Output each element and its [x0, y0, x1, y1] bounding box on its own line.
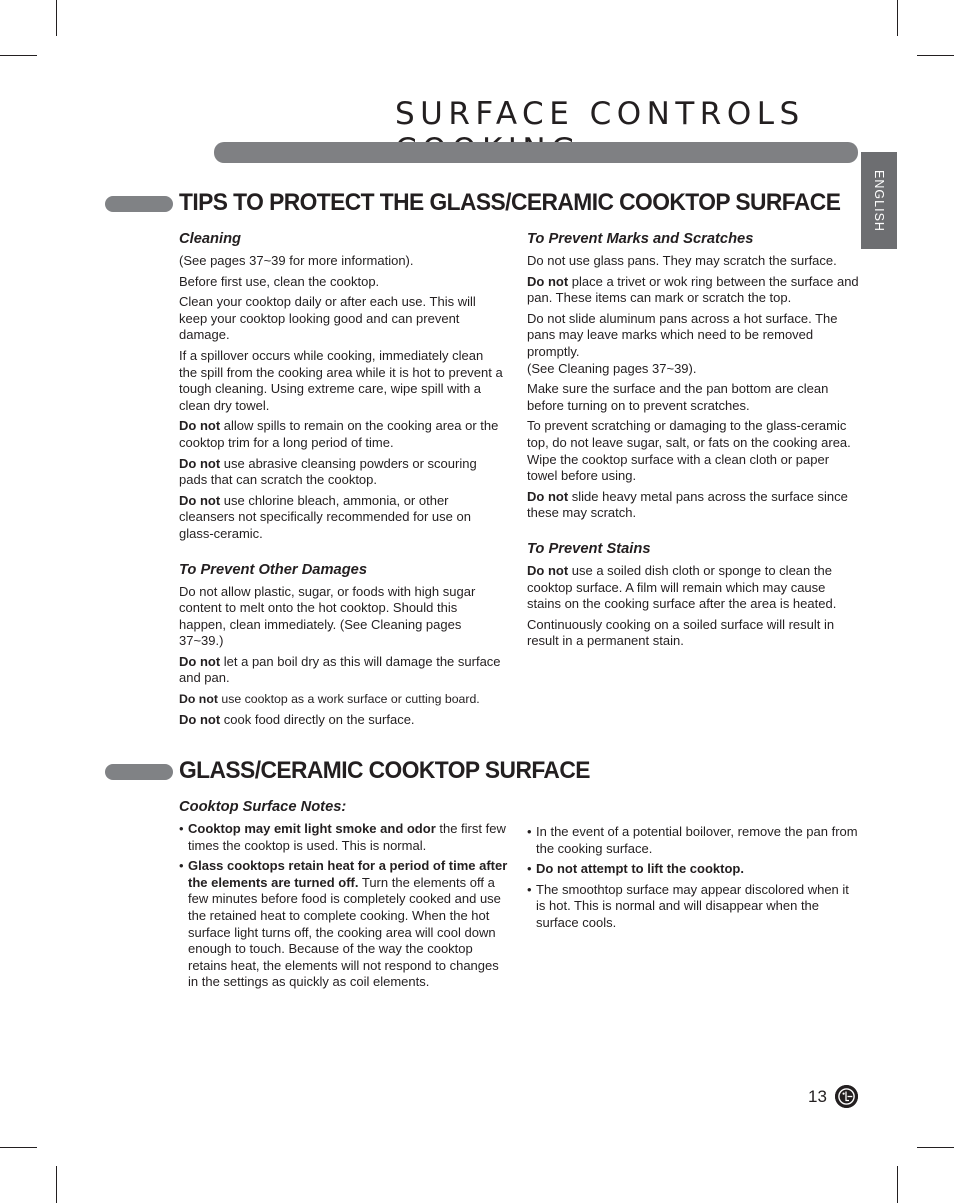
- note-text: In the event of a potential boilover, remove the pan from the cooking surface.: [536, 824, 858, 856]
- crop-mark: [917, 55, 954, 56]
- other-damages-warning: [179, 654, 504, 687]
- stains-heading: To Prevent Stains: [527, 540, 651, 557]
- do-not-label: Do not: [179, 492, 221, 508]
- crop-mark: [0, 1147, 37, 1148]
- do-not-label: Do not: [179, 692, 218, 707]
- section-marker: [105, 764, 173, 780]
- crop-mark: [917, 1147, 954, 1148]
- marks-text: Do not use glass pans. They may scratch the surface.: [527, 253, 837, 268]
- do-not-label: Do not: [179, 711, 221, 727]
- language-tab-label: ENGLISH: [872, 169, 886, 232]
- crop-mark: [56, 1166, 57, 1203]
- cleaning-warning: [179, 456, 504, 489]
- warning-text: use chlorine bleach, ammonia, or other cleansers not specifically recommended for use on glass-ceramic.: [179, 492, 471, 541]
- other-damages-text: Do not allow plastic, sugar, or foods with high sugar content to melt onto the hot cooktop. Should this happen, clean immediately. (See Cleaning pages 37~39.): [179, 583, 476, 649]
- do-not-label: Do not: [179, 455, 221, 471]
- marks-text: To prevent scratching or damaging to the glass-ceramic top, do not leave sugar, salt, or fats on the cooking area. Wipe the cooktop surface with a clean cloth or paper towel before using.: [527, 418, 851, 484]
- other-damages-warning: [179, 691, 504, 708]
- page-header-title: SURFACE CONTROLS: [395, 96, 805, 132]
- note-item: [179, 858, 511, 991]
- note-bold: Cooktop may emit light smoke and odor: [188, 821, 436, 836]
- language-tab: [861, 152, 897, 249]
- warning-text: place a trivet or wok ring between the surface and pan. These items can mark or scratch the top.: [527, 273, 859, 306]
- marks-text-line: Do not slide aluminum pans across a hot surface. The pans may leave marks which need to be removed promptly.: [527, 310, 838, 359]
- do-not-label: Do not: [527, 488, 569, 504]
- warning-text: cook food directly on the surface.: [220, 711, 415, 727]
- notes-left-column: [179, 798, 511, 995]
- do-not-label: Do not: [179, 653, 221, 669]
- note-item: [527, 824, 859, 857]
- cleaning-text: Clean your cooktop daily or after each use. This will keep your cooktop looking good and can prevent damage.: [179, 294, 476, 343]
- cleaning-warning: [179, 418, 504, 451]
- marks-text-line: (See Cleaning pages 37~39).: [527, 360, 697, 376]
- cleaning-warning: [179, 493, 504, 543]
- note-item: [179, 821, 511, 854]
- marks-warning: [527, 489, 859, 522]
- cleaning-text: Before first use, clean the cooktop.: [179, 273, 380, 289]
- cleaning-text: If a spillover occurs while cooking, immediately clean the spill from the cooking area while it is hot to prevent a tough cleaning. Using extreme care, wipe spill with a clean dry towel.: [179, 347, 503, 413]
- note-item: [527, 861, 859, 878]
- do-not-label: Do not: [527, 562, 569, 578]
- header-bar: [214, 142, 858, 163]
- note-bold: Glass cooktops retain heat for a period of time after the elements are turned off.: [188, 858, 508, 890]
- crop-mark: [0, 55, 37, 56]
- crop-mark: [56, 0, 57, 36]
- warning-text: let a pan boil dry as this will damage the surface and pan.: [179, 653, 501, 686]
- warning-text: use abrasive cleansing powders or scouring pads that can scratch the cooktop.: [179, 455, 477, 488]
- crop-mark: [897, 1166, 898, 1203]
- warning-text: use a soiled dish cloth or sponge to clean the cooktop surface. A film will remain which may cause stains on the cooking surface after the area is heated.: [527, 562, 837, 612]
- cleaning-heading: Cleaning: [179, 231, 242, 247]
- warning-text: use cooktop as a work surface or cutting board.: [217, 692, 480, 707]
- other-damages-warning: [179, 712, 504, 729]
- stains-warning: [527, 563, 859, 613]
- notes-heading: Cooktop Surface Notes:: [179, 799, 347, 815]
- note-bold: Do not attempt to lift the cooktop.: [536, 861, 744, 877]
- note-text: the first few times the cooktop is used. This is normal.: [188, 821, 506, 853]
- marks-heading: To Prevent Marks and Scratches: [527, 231, 754, 247]
- marks-text: Make sure the surface and the pan bottom are clean before turning on to prevent scratches.: [527, 381, 829, 413]
- tips-left-column: [179, 230, 504, 732]
- stains-text: Continuously cooking on a soiled surface will result in result in a permanent stain.: [527, 616, 835, 649]
- warning-text: slide heavy metal pans across the surface since these may scratch.: [527, 488, 848, 521]
- section-marker: [105, 196, 173, 212]
- note-text: The smoothtop surface may appear discolored when it is hot. This is normal and will disappear when the surface cools.: [536, 881, 849, 930]
- section-title-tips: TIPS TO PROTECT THE GLASS/CERAMIC COOKTOP SURFACE: [179, 189, 841, 216]
- marks-warning: [527, 274, 859, 307]
- cleaning-text: (See pages 37~39 for more information).: [179, 253, 414, 268]
- note-text: Turn the elements off a few minutes before food is completely cooked and use the retained heat to complete cooking. When the hot surface light turns off, the cooking area will cool down enough to touch. Because of the way the cooktop retains heat, the elements will not respond to changes in the settings as quickly as coil elements.: [188, 874, 501, 990]
- do-not-label: Do not: [179, 418, 221, 434]
- notes-right-column: [527, 824, 859, 936]
- marks-text: [527, 311, 859, 377]
- tips-right-column: [527, 230, 859, 654]
- other-damages-heading: To Prevent Other Damages: [179, 561, 368, 578]
- section-title-cooktop-surface: GLASS/CERAMIC COOKTOP SURFACE: [179, 757, 590, 784]
- warning-text: allow spills to remain on the cooking area or the cooktop trim for a long period of time.: [179, 418, 499, 450]
- lg-logo-icon: [835, 1085, 858, 1108]
- do-not-label: Do not: [527, 273, 569, 289]
- crop-mark: [897, 0, 898, 36]
- note-item: [527, 882, 859, 932]
- page-number: 13: [808, 1087, 827, 1106]
